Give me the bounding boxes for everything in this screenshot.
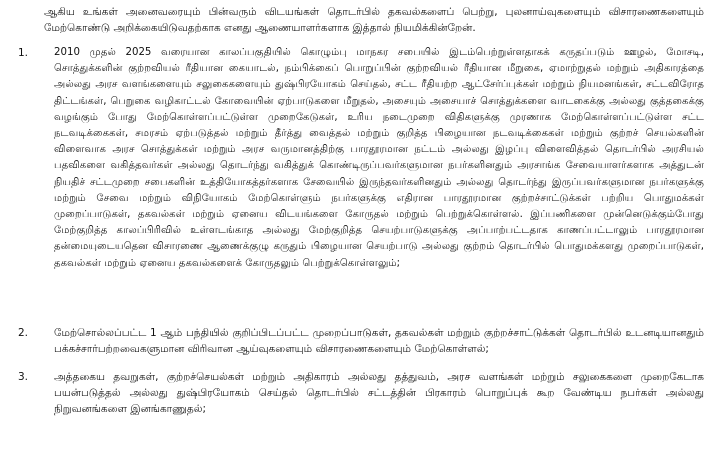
item-text: 2010 முதல் 2025 வரையான காலப்பகுதியில் கொழும்பு மாநகர சபையில் இடம்பெற்றுள்ளதாகக் கருதப்படும் ஊழல், மோசடி, சொத்துக்களின் குற்றவியல் ரீதியான கையாடல், நம்பிக்கைப் பொறுப்பின் குற்றவியல் ரீதியான மீறுகை, ஏமாற்றுதல் மற்றும் அதிகாரத்தை அல்லது அரச வளங்களையும் சலுகைகளையும் துஷ்பிரயோகம் செய்தல், சட்ட ரீதியற்ற ஆட்சேர்ப்புக்கள் மற்றும் நியமனங்கள், சட்டவிரோத திட்டங்கள், பெறுகை வழிகாட்டல் கோவையின் ஏற்பாடுகளை மீறுதல், அசையும் அசையாச் சொத்துக்களை வாடகைக்கு அல்லது குத்தகைக்கு வழங்கும் போது மேற்கொள்ளப்பட்டுள்ள முறைகேடுகள், உரிய நடைமுறை விதிகளுக்கு முரணாக மேற்கொள்ளப்பட்டுள்ள சட்ட நடவடிக்கைகள், சமரசம் ஏற்படுத்தல் மற்றும் தீர்த்து வைத்தல் மற்றும் குறித்த பிழையான நடவடிக்கைகள் மற்றும் குற்றச் செயல்களின் விளைவாக அரச சொத்துக்கள் மற்றும் அரச வருமானத்திற்கு பாரதூரமான நட்டம் அல்லது இழப்பு விளைவித்தல் தொடர்பில் அரசியல் பதவிகளை வகித்தவர்கள் அல்லது தொடர்ந்து வகித்துக் கொண்டிருப்பவர்களுமான நபர்களினதும் அரசாங்க சேவையாளர்களாக அத்துடன் நியதிச் சட்டமுறை சபைகளின் உத்தியோகத்தர்களாக சேவையில் இருந்தவர்களினதும் அல்லது தொடர்ந்து இருப்பவர்களுமான நபர்களுக்கு மற்றும் சேவை மற்றும் விநியோகம் மேற்கொள்ளும் நபர்களுக்கு எதிரான பாரதூரமான குற்றச்சாட்டுக்கள் பற்றிய பொதுமக்கள் முறைப்பாடுகள், தகவல்கள் மற்றும் ஏனைய விடயங்களை கோருதல் மற்றும் பெற்றுக்கொள்ளல். இப்பணிகளை முன்னெடுக்கும்போது மேற்குறித்த காலப்பிரிவில் உள்ளடங்காத அல்லது மேற்குறித்த செயற்பாடுகளுக்கு அப்பாற்பட்டதாக காணப்பட்டாலும் பாரதூரமான தன்மையுடையதென விசாரணை ஆணைக்குழு கருதும் பிழையான செயற்பாடு அல்லது குற்றம் தொடர்பில் பொதுமக்களது முறைப்பாடுகள், தகவல்கள் மற்றும் ஏனைய தகவல்களைக் கோருதலும் பெற்றுக்கொள்ளலும்; (54, 47, 704, 269)
item-number: 2. (18, 327, 29, 339)
item-number: 1. (18, 47, 29, 59)
item-text: மேற்சொல்லப்பட்ட 1 ஆம் பந்தியில் குறிப்பிடப்பட்ட முறைப்பாடுகள், தகவல்கள் மற்றும் குற்றச்சாட்டுக்கள் தொடர்பில் உடனடியானதும் பக்கச்சார்பற்றவைகளுமான விரிவான ஆய்வுகளையும் விசாரணைகளையும் மேற்கொள்ளல்; (54, 327, 704, 355)
item-text: அத்தகைய தவறுகள், குற்றச்செயல்கள் மற்றும் அதிகாரம் அல்லது தத்துவம், அரச வளங்கள் மற்றும் சலுகைகளை முறைகேடாக பயன்படுத்தல் அல்லது துஷ்பிரயோகம் செய்தல் தொடர்பில் சட்டத்தின் பிரகாரம் பொறுப்புக் கூற வேண்டிய நபர்கள் அல்லது நிறுவனங்களை இனங்காணுதல்; (54, 371, 704, 415)
item-number: 3. (18, 371, 29, 383)
intro-paragraph: ஆகிய உங்கள் அனைவரையும் பின்வரும் விடயங்கள் தொடர்பில் தகவல்களைப் பெற்று, புலனாய்வுகளையும் விசாரணைகளையும் மேற்கொண்டு அறிக்கையிடுவதற்காக எனது ஆணையாளர்களாக இத்தால் நியமிக்கின்றேன். (44, 6, 704, 34)
